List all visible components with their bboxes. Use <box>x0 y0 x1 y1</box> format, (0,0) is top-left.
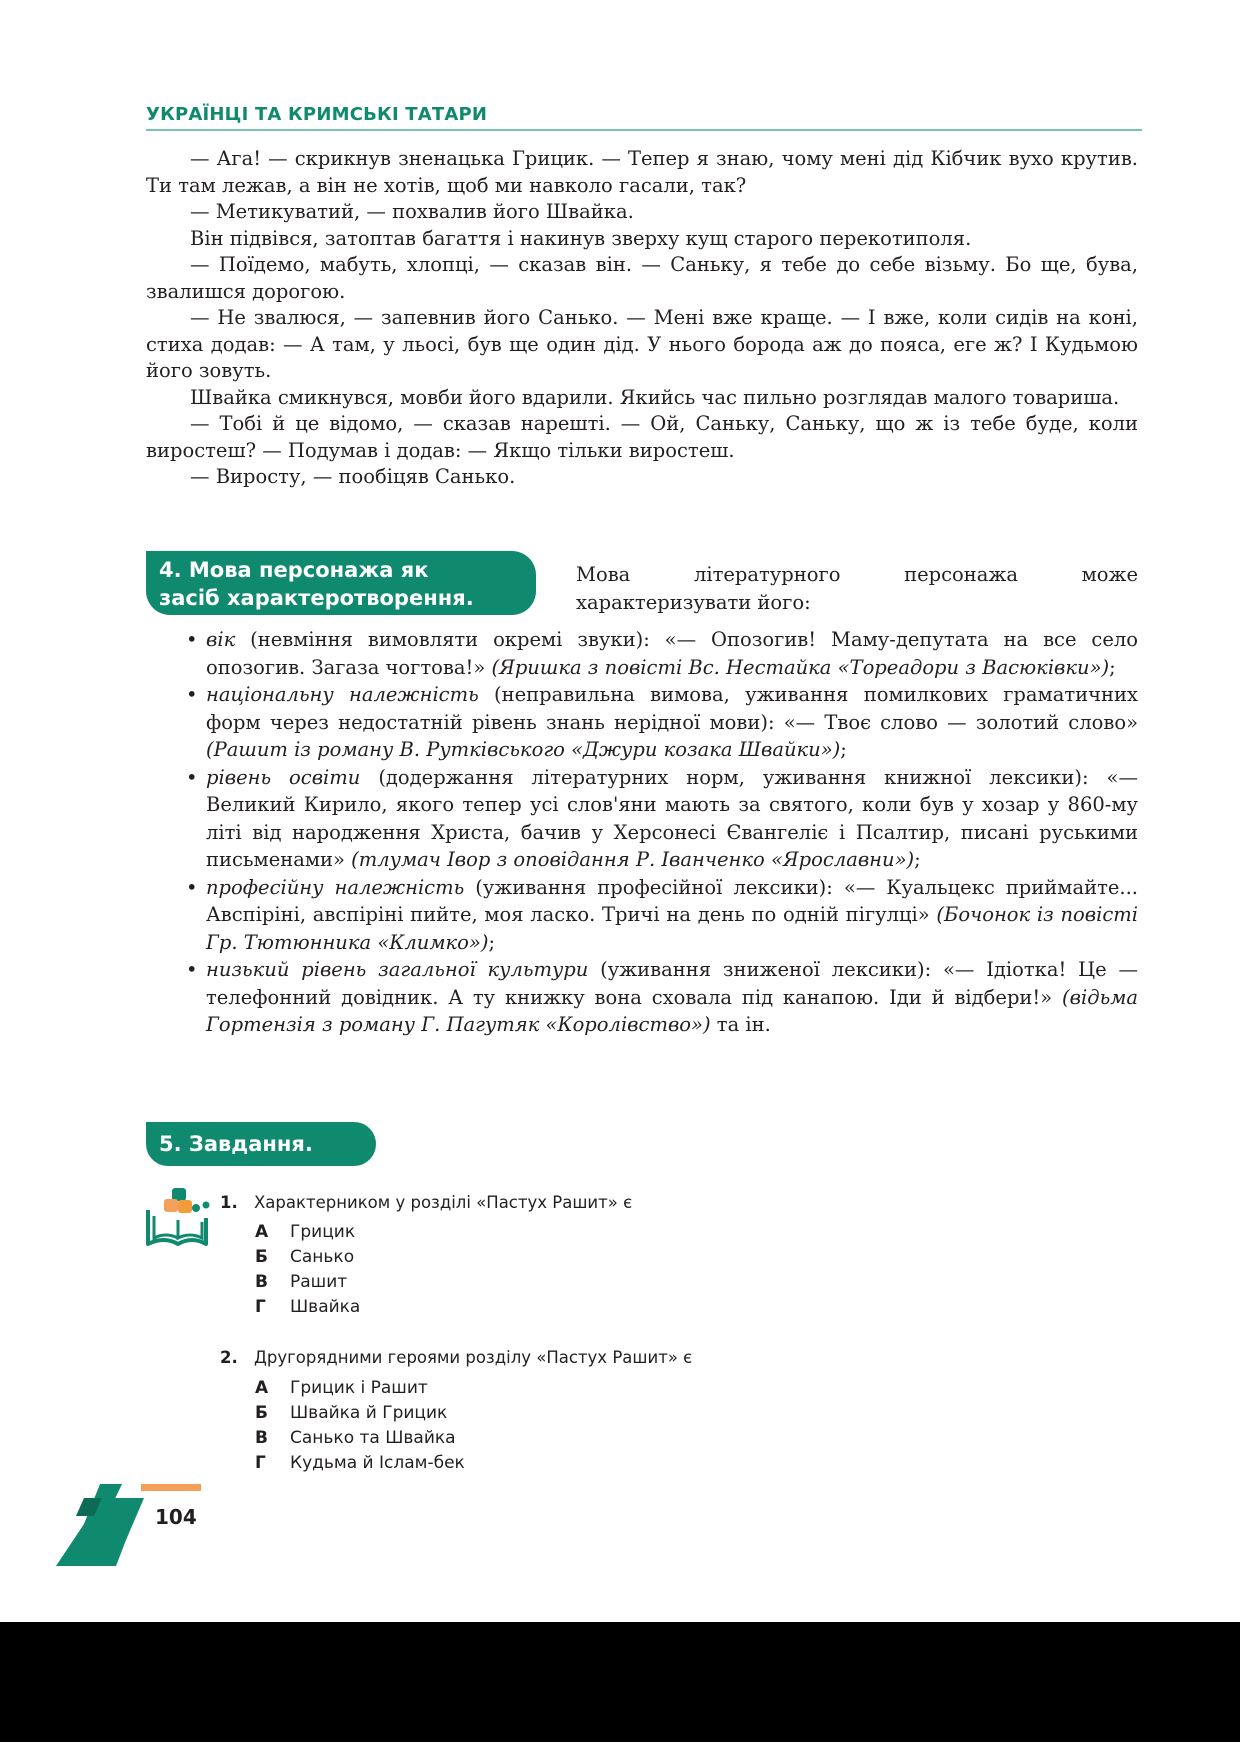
answer-option <box>255 1245 360 1270</box>
answer-option <box>255 1426 465 1451</box>
list-item <box>206 956 1138 1039</box>
answer-option <box>255 1451 465 1476</box>
story-paragraph: Швайка смикнувся, мовби його вдарили. Якийсь час пильно розглядав малого товариша. <box>190 385 1120 409</box>
section-5-heading: 5. Завдання. <box>146 1122 376 1166</box>
option-text: Грицик <box>290 1222 356 1242</box>
question-text: Другорядними героями розділу «Пастух Рашит» є <box>254 1348 693 1367</box>
option-letter: Г <box>255 1453 266 1473</box>
trait-term: вік <box>206 628 236 651</box>
story-text <box>146 146 1138 491</box>
trait-term: низький рівень загальної культури <box>206 958 589 981</box>
option-letter: А <box>255 1378 269 1398</box>
option-text: Санько та Швайка <box>290 1428 456 1448</box>
story-paragraph: — Не звалюся, — запевнив його Санько. — Мені вже краще. — І вже, коли сидів на коні, стиха додав: — А там, у льосі, був ще один дід. У нього борода аж до пояса, еге ж? І Кудьмою його зовуть. <box>146 306 1138 382</box>
question-text: Характерником у розділі «Пастух Рашит» є <box>254 1193 633 1212</box>
trait-description: (додержання літературних норм, уживання книжної лексики): «— Великий Кирило, якого тепер усі слов'яни мають за святого, коли був у хозар у 860-му літі від народження Христа, бачив у Херсонесі Євангеліє і Псалтир, писані руськими письменами» <box>206 765 1138 871</box>
option-letter: А <box>255 1222 269 1242</box>
page-number: 104 <box>155 1505 197 1529</box>
answer-option <box>255 1220 360 1245</box>
running-header: УКРАЇНЦІ ТА КРИМСЬКІ ТАТАРИ <box>146 104 488 125</box>
section-4-heading-line: 4. Мова персонажа як <box>159 558 429 582</box>
trait-description: (неправильна вимова, уживання помилкових граматичних форм через недостатній рівень знань нерідної мови): «— Твоє слово — золотий слово» <box>206 683 1138 734</box>
answer-option <box>255 1270 360 1295</box>
option-letter: Б <box>255 1247 268 1267</box>
trait-term: професійну належність <box>206 875 465 899</box>
open-book-blocks-icon <box>144 1180 212 1252</box>
story-paragraph: — Ага! — скрикнув зненацька Грицик. — Тепер я знаю, чому мені дід Кібчик вухо крутив. Ти там лежав, а він не хотів, щоб ми навколо гасали, так? <box>146 147 1138 197</box>
trait-term: рівень освіти <box>206 765 361 789</box>
question-number: 2. <box>220 1348 238 1367</box>
trait-tail: ; <box>840 738 847 761</box>
section-4-intro: Мова літературного персонажа може характеризувати його: <box>576 563 1138 614</box>
answer-options <box>255 1220 360 1320</box>
trait-tail: ; <box>914 848 921 871</box>
list-item <box>206 681 1138 764</box>
trait-source: (тлумач Івор з оповідання Р. Іванченко «Ярославни») <box>351 848 915 871</box>
task-question <box>220 1348 692 1367</box>
option-text: Швайка й Грицик <box>290 1403 448 1423</box>
list-item <box>206 764 1138 874</box>
trait-description: (уживання професійної лексики): «— Куальцекс приймайте... Авспіріні, авспіріні пийте, моя ласко. Тричі на день по одній пігулці» <box>206 875 1139 926</box>
trait-source: (Яришка з повісті Вс. Нестайка «Тореадори з Васюківки») <box>491 655 1110 679</box>
trait-tail: ; <box>488 930 496 954</box>
speech-traits-list <box>206 626 1138 1039</box>
trait-source: (Рашит із роману В. Рутківського «Джури козака Швайки») <box>206 738 841 761</box>
trait-source: (відьма Гортензія з роману Г. Пагутяк «Королівство») <box>206 985 1138 1036</box>
option-text: Швайка <box>290 1297 361 1317</box>
trait-tail: ; <box>1109 655 1116 679</box>
option-letter: Г <box>255 1297 266 1317</box>
option-text: Рашит <box>290 1272 348 1292</box>
option-letter: Б <box>255 1403 268 1423</box>
trait-term: національну належність <box>206 683 479 706</box>
section-4-heading <box>146 551 536 615</box>
option-letter: В <box>255 1428 268 1448</box>
trait-description: (уживання зниженої лексики): «— Ідіотка! Це — телефонний довідник. А ту книжку вона сховала під канапою. Іди й відбери!» <box>206 958 1138 1009</box>
story-paragraph: Він підвівся, затоптав багаття і накинув зверху кущ старого перекотиполя. <box>190 226 972 250</box>
trait-source: (Бочонок із повісті Гр. Тютюнника «Климко») <box>206 903 1138 954</box>
list-item <box>206 626 1138 681</box>
trait-tail: та ін. <box>710 1013 771 1036</box>
story-paragraph: — Метикуватий, — похвалив його Швайка. <box>190 200 634 223</box>
option-text: Санько <box>290 1247 355 1267</box>
section-4-heading-line: засіб характеротворення. <box>159 586 474 610</box>
answer-option <box>255 1295 360 1320</box>
story-paragraph: — Поїдемо, мабуть, хлопці, — сказав він. — Саньку, я тебе до себе візьму. Бо ще, бува, звалишся дорогою. <box>146 253 1138 303</box>
list-item <box>206 874 1138 957</box>
answer-option <box>255 1401 465 1426</box>
answer-option <box>255 1376 465 1401</box>
header-divider <box>146 129 1142 131</box>
option-letter: В <box>255 1272 268 1292</box>
bottom-black-band <box>0 1622 1240 1742</box>
task-question <box>220 1193 632 1212</box>
question-number: 1. <box>220 1193 238 1212</box>
option-text: Грицик і Рашит <box>290 1378 428 1398</box>
story-paragraph: — Тобі й це відомо, — сказав нарешті. — Ой, Саньку, Саньку, що ж із тебе буде, коли виростеш? — Подумав і додав: — Якщо тільки виростеш. <box>146 412 1138 462</box>
answer-options <box>255 1376 465 1476</box>
trait-description: (невміння вимовляти окремі звуки): «— Опозогив! Маму-депутата на все село опозогив. Загаза чогтова!» <box>206 628 1138 679</box>
story-paragraph: — Виросту, — пообіцяв Санько. <box>190 465 516 488</box>
option-text: Кудьма й Іслам-бек <box>290 1453 465 1473</box>
